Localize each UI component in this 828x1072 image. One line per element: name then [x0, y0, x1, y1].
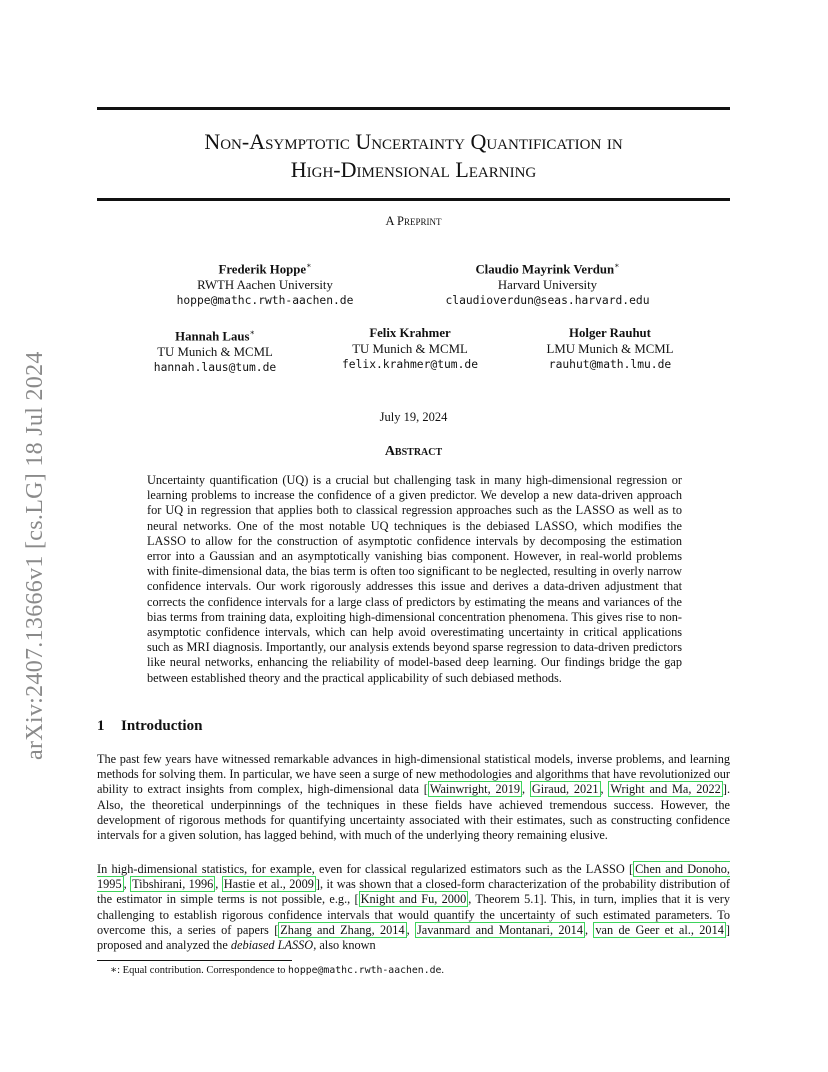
abstract-heading: Abstract	[384, 444, 443, 459]
abstract-text: Uncertainty quantification (UQ) is a crucial but challenging task in many high-dimensional regression or learning problems to increase the confidence of a given predictor. We develop a new data-driven approach for UQ in regression that applies both to classical regression approaches such as the LASSO as well as to neural networks. One of the most notable UQ techniques is the debiased LASSO, which modifies the LASSO to allow for the construction of asymptotic confidence intervals by decomposing the estimation error into a Gaussian and an asymptotically vanishing bias component. However, in real-world problems with finite-dimensional data, the bias term is often too significant to be neglected, resulting in overly narrow confidence intervals. Our work rigorously addresses this issue and derives a data-driven adjustment that corrects the confidence intervals for a large class of predictors by estimating the means and variances of the bias terms from training data, exploiting high-dimensional concentration phenomena. This gives rise to non-asymptotic confidence intervals, which can help avoid overestimating uncertainty in critical applications such as MRI diagnosis. Importantly, our analysis extends beyond sparse regression to data-driven predictors like neural networks, enhancing the reliability of model-based deep learning. Our findings bridge the gap between established theory and the practical applicability of such debiased methods.	[147, 473, 682, 685]
author-affiliation: TU Munich & MCML	[157, 345, 273, 360]
paragraph-text: , Theorem 5.1]. This, in turn, implies that it is very challenging to establish rigorous confidence intervals that would quantify the uncertainty of such estimated parameters. To overcome this, a series of papers [	[97, 892, 730, 937]
author-email[interactable]: felix.krahmer@tum.de	[341, 358, 479, 371]
paragraph-text: ]. Also, the theoretical underpinnings of the techniques in these fields have achieved tremendous success. However, the development of rigorous methods for quantifying uncertainty associated with their estimates, such as constructing confidence intervals for a given solution, has lagged behind, with much of the underlying theory remaining elusive.	[97, 782, 731, 843]
paragraph-text: ] proposed and analyzed the	[97, 922, 730, 953]
citation-link[interactable]: Knight and Fu, 2000	[360, 892, 467, 907]
author-email[interactable]: claudioverdun@seas.harvard.edu	[445, 294, 650, 308]
paper-title	[97, 128, 730, 184]
paragraph-text: The past few years have witnessed remarkable advances in high-dimensional statistical models, inverse problems, and learning methods for solving them. In particular, we have seen a surge of new methodologies and algorithms that have revolutionized our ability to extract insights from complex, high-dimensional data [	[97, 752, 730, 797]
footnote-end: .	[441, 965, 445, 976]
citation-link[interactable]: Hastie et al., 2009	[223, 877, 314, 892]
author-name: Frederik Hoppe	[218, 262, 307, 277]
paragraph-text: , also known	[313, 938, 376, 953]
paragraph-text: In high-dimensional statistics, for example, even for classical regularized estimators such as the LASSO [	[97, 862, 634, 876]
author-block-krahmer	[325, 325, 495, 373]
equal-contribution-mark: ∗	[614, 261, 620, 270]
intro-paragraph-1	[97, 752, 730, 843]
citation-link[interactable]: Tibshirani, 1996	[132, 877, 214, 892]
title-rule-bottom	[97, 198, 730, 201]
title-line-2: High-Dimensional Learning	[290, 157, 537, 182]
footnote-mark: ∗	[110, 965, 118, 976]
citation-separator: ,	[406, 922, 416, 937]
author-affiliation: RWTH Aachen University	[197, 278, 333, 293]
citation-separator: ,	[600, 782, 609, 797]
section-heading-introduction	[97, 718, 202, 735]
section-title: Introduction	[121, 718, 203, 734]
footnote-text: : Equal contribution. Correspondence to	[117, 965, 289, 976]
footnote-email[interactable]: hoppe@mathc.rwth-aachen.de	[288, 965, 442, 976]
paragraph-text: ], it was shown that a closed-form characterization of the probability distribution of the estimator in simple terms is not possible, e.g., [	[97, 877, 730, 907]
paper-date: July 19, 2024	[379, 410, 448, 424]
citation-link[interactable]: Chen and Donoho, 1995	[97, 862, 730, 892]
author-name: Hannah Laus	[175, 329, 250, 344]
citation-separator: ,	[522, 782, 530, 797]
citation-link[interactable]: Wright and Ma, 2022	[610, 782, 721, 797]
footnote	[110, 964, 444, 976]
footnote-rule	[97, 960, 292, 961]
author-affiliation: LMU Munich & MCML	[546, 342, 674, 356]
author-affiliation: TU Munich & MCML	[352, 342, 468, 356]
citation-link[interactable]: Zhang and Zhang, 2014	[280, 922, 405, 937]
author-name: Felix Krahmer	[369, 326, 451, 340]
citation-separator: ,	[584, 922, 594, 937]
citation-link[interactable]: Javanmard and Montanari, 2014	[417, 922, 583, 937]
arxiv-identifier-stamp: arXiv:2407.13666v1 [cs.LG] 18 Jul 2024	[22, 351, 48, 760]
equal-contribution-mark: ∗	[249, 328, 255, 337]
author-email[interactable]: rauhut@math.lmu.de	[548, 358, 672, 371]
citation-link[interactable]: van de Geer et al., 2014	[595, 922, 724, 937]
author-email[interactable]: hannah.laus@tum.de	[153, 361, 277, 375]
preprint-label: A Preprint	[385, 214, 442, 228]
author-name: Claudio Mayrink Verdun	[475, 262, 615, 277]
author-block-rauhut	[520, 325, 700, 373]
author-block-laus	[130, 325, 300, 376]
author-affiliation: Harvard University	[497, 278, 598, 293]
intro-paragraph-2	[97, 862, 730, 953]
author-block-hoppe	[165, 258, 365, 309]
title-rule-top	[97, 107, 730, 110]
title-line-1: Non-Asymptotic Uncertainty Quantification in	[204, 129, 623, 154]
section-number: 1	[97, 718, 105, 734]
citation-separator: ,	[123, 877, 131, 892]
equal-contribution-mark: ∗	[306, 261, 312, 270]
author-email[interactable]: hoppe@mathc.rwth-aachen.de	[176, 294, 354, 308]
citation-link[interactable]: Wainwright, 2019	[429, 782, 521, 797]
author-name: Holger Rauhut	[569, 326, 651, 340]
emphasized-term: debiased LASSO	[230, 938, 314, 953]
citation-link[interactable]: Giraud, 2021	[531, 782, 599, 797]
author-block-verdun	[430, 258, 665, 309]
citation-separator: ,	[215, 877, 222, 892]
